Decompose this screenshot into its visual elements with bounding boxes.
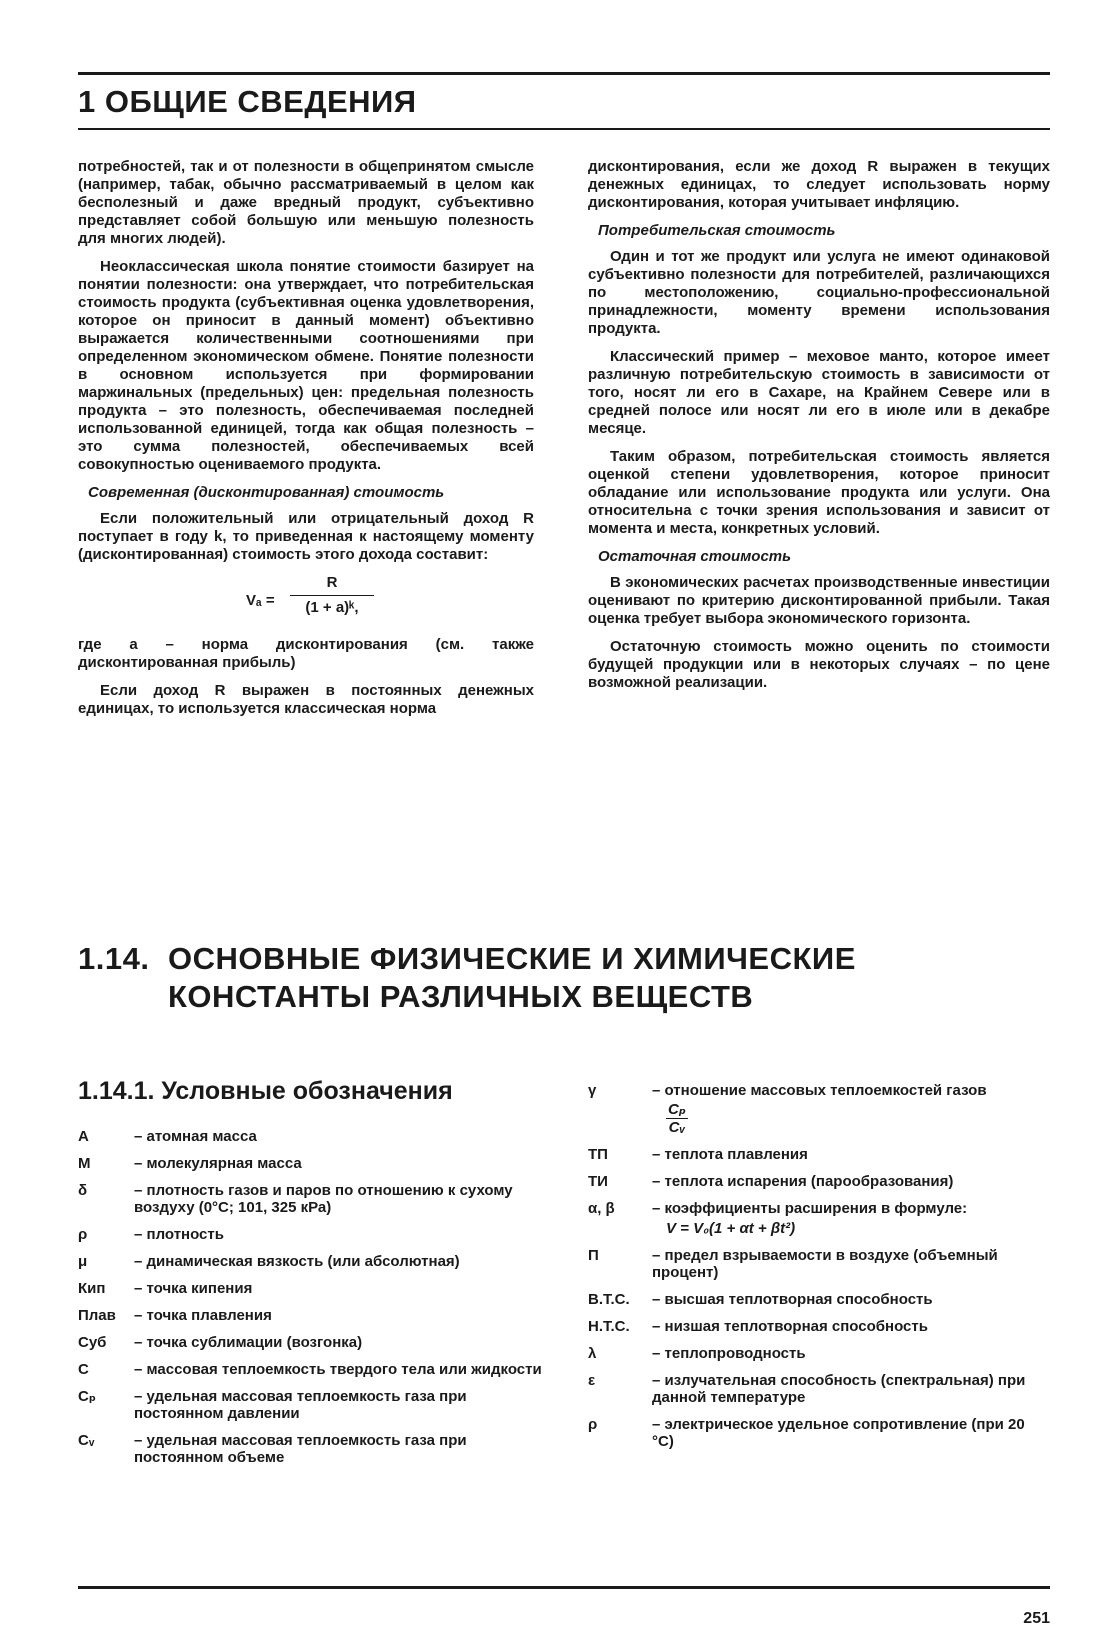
symbol: ТИ bbox=[588, 1173, 608, 1190]
symbol-row bbox=[588, 1247, 1050, 1281]
symbol: α, β bbox=[588, 1200, 615, 1217]
symbol: ε bbox=[588, 1372, 596, 1389]
paragraph: Остаточную стоимость можно оценить по стоимости будущей продукции или в некоторых случаях – по цене возможной реализации. bbox=[588, 638, 1050, 691]
symbol: M bbox=[78, 1155, 91, 1172]
paragraph: Если доход R выражен в постоянных денежных единицах, то используется классическая норма bbox=[78, 682, 534, 717]
symbols-list-right bbox=[588, 1082, 1050, 1460]
symbol-description: – молекулярная масса bbox=[134, 1155, 302, 1172]
symbol-row bbox=[588, 1345, 1050, 1362]
chapter-heading: 1 ОБЩИЕ СВЕДЕНИЯ bbox=[78, 84, 417, 119]
symbol: δ bbox=[78, 1182, 88, 1199]
symbol: γ bbox=[588, 1082, 597, 1099]
symbol-description: – массовая теплоемкость твердого тела или жидкости bbox=[134, 1361, 542, 1378]
symbol: П bbox=[588, 1247, 599, 1264]
symbol-description: – точка кипения bbox=[134, 1280, 253, 1297]
paragraph-heading: Современная (дисконтированная) стоимость bbox=[88, 484, 445, 501]
symbol: ρ bbox=[588, 1416, 598, 1433]
formula-numerator: R bbox=[290, 574, 374, 596]
symbol-row bbox=[588, 1416, 1050, 1450]
paragraph-heading: Потребительская стоимость bbox=[598, 222, 836, 239]
subsection-heading: 1.14.1. Условные обозначения bbox=[78, 1077, 453, 1105]
symbol: Cᵥ bbox=[78, 1432, 95, 1449]
symbol-row bbox=[78, 1432, 548, 1466]
paragraph: Один и тот же продукт или услуга не имеют одинаковой субъективно полезности для потребителей, различающихся по местоположению, социально-профессиональной принадлежности, моменту времени использования продукта. bbox=[588, 248, 1050, 337]
symbols-list-left bbox=[78, 1128, 548, 1476]
symbol-description: – удельная массовая теплоемкость газа при постоянном давлении bbox=[134, 1388, 467, 1422]
symbol: Cₚ bbox=[78, 1388, 97, 1405]
symbol: Суб bbox=[78, 1334, 107, 1351]
paragraph-heading: Остаточная стоимость bbox=[598, 548, 792, 565]
symbol-row bbox=[588, 1291, 1050, 1308]
symbol-description bbox=[652, 1082, 1050, 1136]
paragraph: Классический пример – меховое манто, которое имеет различную потребительскую стоимость в зависимости от того, носят ли его в Сахаре, на Крайнем Севере или в средней полосе или носят ли его в июле или в декабре месяце. bbox=[588, 348, 1050, 437]
symbol-description-text: – коэффициенты расширения в формуле: bbox=[652, 1200, 968, 1217]
symbol-row bbox=[78, 1280, 548, 1297]
symbol-description: – динамическая вязкость (или абсолютная) bbox=[134, 1253, 460, 1270]
symbol-description: – предел взрываемости в воздухе (объемный процент) bbox=[652, 1247, 998, 1281]
formula-fraction bbox=[290, 574, 374, 617]
section-number: 1.14. bbox=[78, 941, 150, 976]
ratio-denominator: Cᵥ bbox=[668, 1119, 686, 1136]
symbol-row bbox=[78, 1253, 548, 1270]
heat-capacity-ratio bbox=[666, 1101, 688, 1136]
symbol-description: – удельная массовая теплоемкость газа при постоянном объеме bbox=[134, 1432, 467, 1466]
ratio-numerator: Cₚ bbox=[668, 1101, 687, 1118]
symbol-row bbox=[588, 1372, 1050, 1406]
discount-formula bbox=[78, 574, 534, 632]
section-title-line-2: КОНСТАНТЫ РАЗЛИЧНЫХ ВЕЩЕСТВ bbox=[168, 979, 754, 1014]
symbol: В.Т.С. bbox=[588, 1291, 630, 1308]
symbol-description: – атомная масса bbox=[134, 1128, 257, 1145]
symbol-row bbox=[588, 1200, 1050, 1237]
symbol: C bbox=[78, 1361, 89, 1378]
paragraph: где a – норма дисконтирования (см. также дисконтированная прибыль) bbox=[78, 636, 534, 671]
symbol-description: – высшая теплотворная способность bbox=[652, 1291, 933, 1308]
paragraph: Если положительный или отрицательный доход R поступает в году k, то приведенная к настоящему моменту (дисконтированная) стоимость этого дохода составит: bbox=[78, 510, 534, 563]
symbol-description: – низшая теплотворная способность bbox=[652, 1318, 928, 1335]
bottom-rule bbox=[78, 1586, 1050, 1589]
symbol-row bbox=[588, 1146, 1050, 1163]
symbol-row bbox=[78, 1334, 548, 1351]
paragraph: В экономических расчетах производственные инвестиции оценивают по критерию дисконтированной прибыли. Такая оценка требует выбора экономического горизонта. bbox=[588, 574, 1050, 627]
symbol-row bbox=[78, 1128, 548, 1145]
symbol-description: – теплота испарения (парообразования) bbox=[652, 1173, 954, 1190]
symbol-description: – излучательная способность (спектральная) при данной температуре bbox=[652, 1372, 1026, 1406]
symbol-row bbox=[78, 1307, 548, 1324]
symbol-description: – плотность газов и паров по отношению к сухому воздуху (0°C; 101, 325 кРа) bbox=[134, 1182, 513, 1216]
symbol-description-text: – отношение массовых теплоемкостей газов bbox=[652, 1082, 987, 1099]
left-column bbox=[78, 158, 534, 728]
symbol-description: – плотность bbox=[134, 1226, 224, 1243]
symbol-row bbox=[78, 1182, 548, 1216]
symbol: A bbox=[78, 1128, 89, 1145]
chapter-rule bbox=[78, 128, 1050, 130]
paragraph: Таким образом, потребительская стоимость является оценкой степени удовлетворения, которое приносит обладание или использование продукта или услуги. Она относительна с точки зрения использования и зависит от момента и места, конкретных условий. bbox=[588, 448, 1050, 537]
symbol: ρ bbox=[78, 1226, 88, 1243]
top-rule bbox=[78, 72, 1050, 75]
section-heading bbox=[78, 940, 856, 1016]
symbol-row bbox=[588, 1318, 1050, 1335]
symbol: ТП bbox=[588, 1146, 608, 1163]
symbol-description: – теплота плавления bbox=[652, 1146, 808, 1163]
symbol-row bbox=[78, 1155, 548, 1172]
paragraph: дисконтирования, если же доход R выражен в текущих денежных единицах, то следует использовать норму дисконтирования, которая учитывает инфляцию. bbox=[588, 158, 1050, 211]
paragraph: Неоклассическая школа понятие стоимости базирует на понятии полезности: она утверждает, что потребительская стоимость продукта (субъективная оценка удовлетворения, которое он приносит в данный момент) объективно выражается количественными соотношениями при определенном экономическом обмене. Понятие полезности в основном используется при формировании маржинальных (предельных) цен: предельная полезность продукта – это полезность, обеспечиваемая последней использованной единицей, тогда как общая полезность – это сумма полезностей, обеспечиваемых всей совокупностью оцениваемого продукта. bbox=[78, 258, 534, 473]
symbol: Н.Т.С. bbox=[588, 1318, 630, 1335]
symbol: λ bbox=[588, 1345, 597, 1362]
symbol-row bbox=[588, 1082, 1050, 1136]
symbol-row bbox=[588, 1173, 1050, 1190]
formula-lhs: Vₐ = bbox=[246, 592, 275, 609]
symbol-row bbox=[78, 1361, 548, 1378]
symbol: Плав bbox=[78, 1307, 116, 1324]
symbol-row bbox=[78, 1226, 548, 1243]
symbol-description bbox=[652, 1200, 1050, 1237]
symbol-description: – теплопроводность bbox=[652, 1345, 806, 1362]
page-number: 251 bbox=[1023, 1610, 1050, 1627]
symbol-row bbox=[78, 1388, 548, 1422]
symbol: μ bbox=[78, 1253, 88, 1270]
symbol-description: – электрическое удельное сопротивление (при 20 °C) bbox=[652, 1416, 1025, 1450]
section-title-line-1: ОСНОВНЫЕ ФИЗИЧЕСКИЕ И ХИМИЧЕСКИЕ bbox=[168, 941, 856, 976]
symbol: Кип bbox=[78, 1280, 106, 1297]
formula-denominator: (1 + a)ᵏ, bbox=[305, 599, 359, 616]
right-column bbox=[588, 158, 1050, 702]
symbol-description: – точка плавления bbox=[134, 1307, 272, 1324]
symbol-description: – точка сублимации (возгонка) bbox=[134, 1334, 363, 1351]
paragraph: потребностей, так и от полезности в общепринятом смысле (например, табак, обычно рассматриваемый в целом как бесполезный и даже вредный продукт, субъективно представляет собой большую или меньшую полезность для многих людей). bbox=[78, 158, 534, 247]
expansion-formula: V = V₀(1 + αt + βt²) bbox=[666, 1220, 796, 1237]
